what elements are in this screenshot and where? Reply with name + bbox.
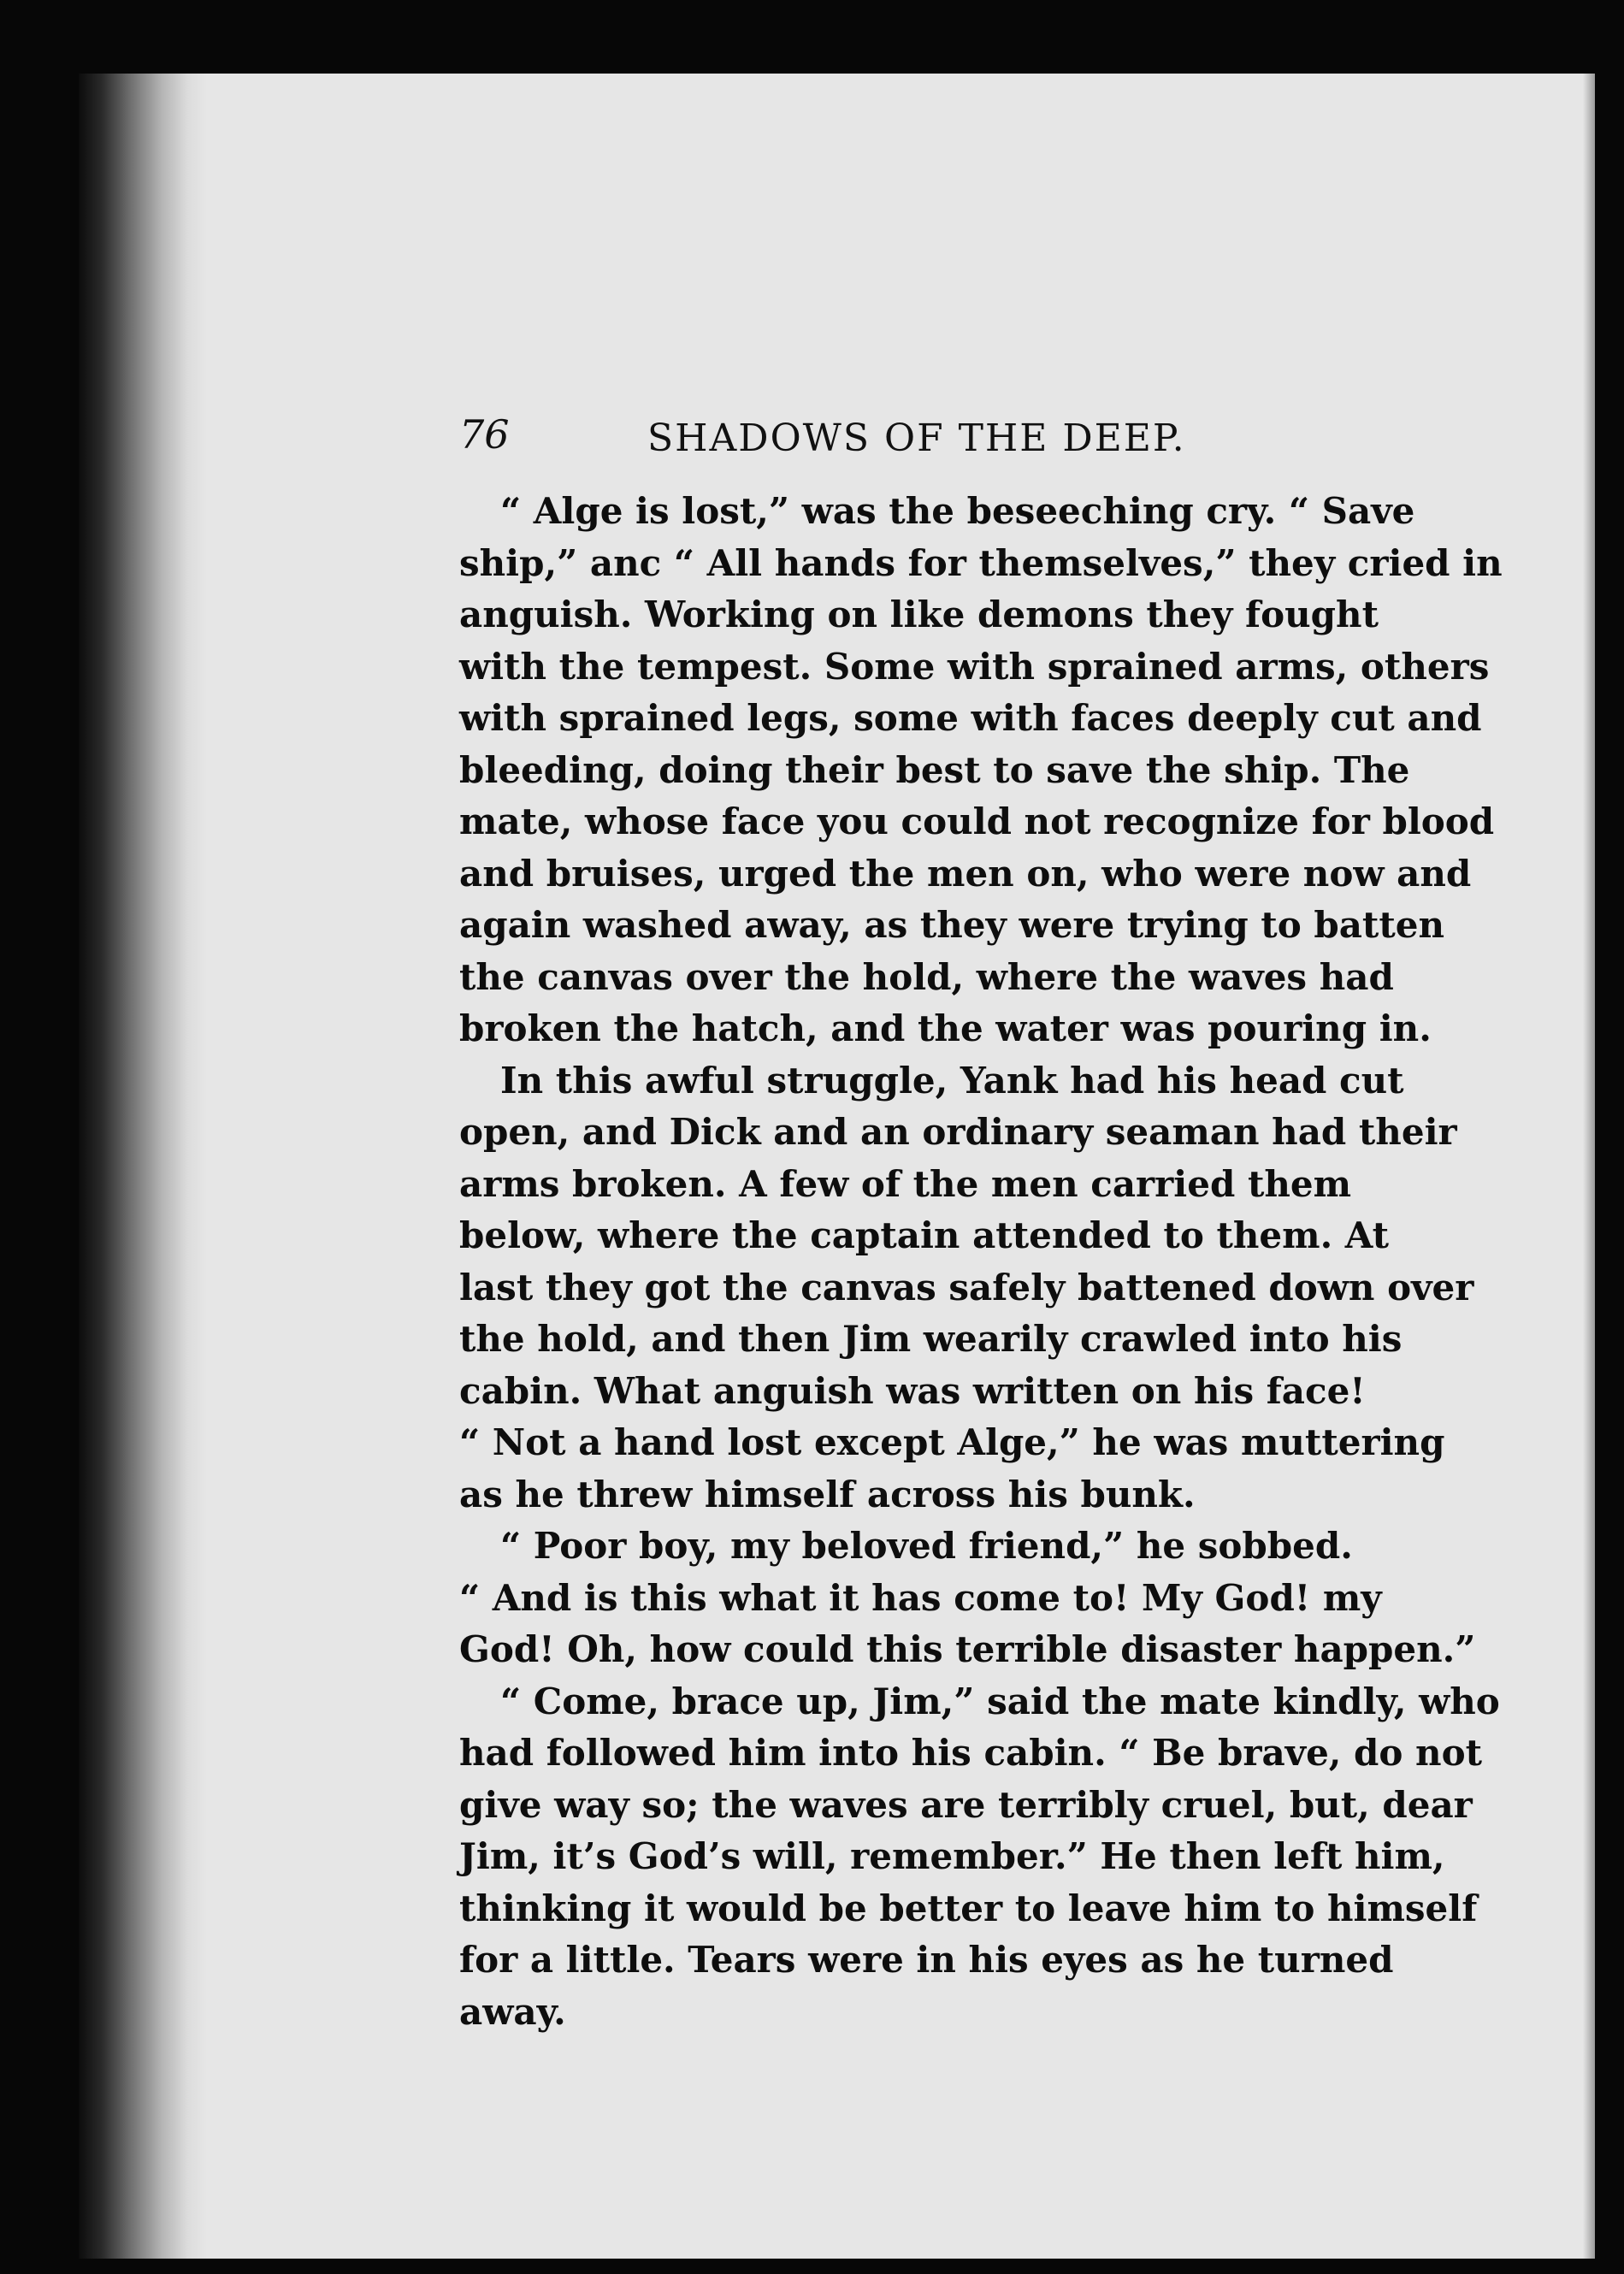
text-line: with sprained legs, some with faces deeply cut and	[459, 697, 1482, 739]
text-line: as he threw himself across his bunk.	[459, 1473, 1196, 1515]
text-line: below, where the captain attended to them. At	[459, 1214, 1390, 1256]
text-line: Jim, it’s God’s will, remember.” He then left him,	[459, 1835, 1445, 1877]
text-line: bleeding, doing their best to save the ship. The	[459, 748, 1410, 791]
paragraph	[459, 1055, 1474, 1521]
text-line: with the tempest. Some with sprained arms, others	[459, 645, 1490, 688]
text-line: “ Poor boy, my beloved friend,” he sobbed.	[500, 1525, 1353, 1567]
text-line: again washed away, as they were trying to batten	[459, 904, 1444, 946]
text-line: broken the hatch, and the water was pouring in.	[459, 1007, 1432, 1049]
text-line: “ Not a hand lost except Alge,” he was muttering	[459, 1421, 1445, 1463]
text-line: In this awful struggle, Yank had his head cut	[500, 1059, 1404, 1102]
text-line: arms broken. A few of the men carried them	[459, 1162, 1352, 1205]
paragraph	[459, 1676, 1500, 2039]
text-line: thinking it would be better to leave him to himself	[459, 1887, 1478, 1929]
text-line: the canvas over the hold, where the waves had	[459, 955, 1394, 998]
text-line: anguish. Working on like demons they fought	[459, 594, 1379, 635]
text-line: for a little. Tears were in his eyes as he turned	[459, 1939, 1394, 1981]
text-line: give way so; the waves are terribly cruel, but, dear	[459, 1783, 1473, 1826]
page-number: 76	[459, 411, 510, 458]
binding-shadow	[79, 74, 207, 2259]
paragraph	[459, 486, 1503, 1055]
text-line: ship,” anc “ All hands for themselves,” they cried in	[459, 541, 1503, 584]
page-edge	[1583, 74, 1595, 2259]
text-line: had followed him into his cabin. “ Be brave, do not	[459, 1732, 1482, 1774]
body-text	[459, 486, 1503, 2038]
running-head	[459, 411, 1349, 471]
text-line: “ Alge is lost,” was the beseeching cry. “ Save	[500, 490, 1415, 532]
text-line: God! Oh, how could this terrible disaster happen.”	[459, 1628, 1476, 1670]
book-title: SHADOWS OF THE DEEP.	[647, 416, 1186, 460]
text-line: open, and Dick and an ordinary seaman had their	[459, 1111, 1457, 1153]
text-line: cabin. What anguish was written on his face!	[459, 1369, 1366, 1412]
text-line: “ Come, brace up, Jim,” said the mate kindly, who	[500, 1680, 1500, 1722]
text-line: and bruises, urged the men on, who were now and	[459, 852, 1472, 895]
text-line: mate, whose face you could not recognize for blood	[459, 800, 1495, 842]
text-line: “ And is this what it has come to! My God! my	[459, 1576, 1382, 1619]
text-line: away.	[459, 1990, 566, 2033]
book-page	[79, 74, 1595, 2259]
paragraph	[459, 1521, 1476, 1676]
text-line: the hold, and then Jim wearily crawled into his	[459, 1318, 1403, 1360]
text-line: last they got the canvas safely battened down over	[459, 1266, 1474, 1308]
